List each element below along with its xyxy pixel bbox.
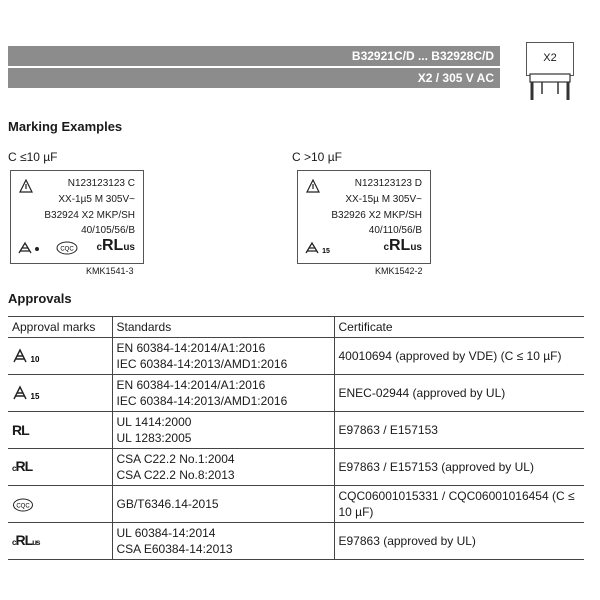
cqc-mark-icon — [55, 241, 79, 255]
approvals-title: Approvals — [8, 291, 72, 306]
table-row: CQC GB/T6346.14-2015 CQC06001015331 / CQC06001016454 (C ≤ 10 µF) — [8, 486, 584, 523]
table-row: cRLus UL 60384-14:2014 CSA E60384-14:2013 E97863 (approved by UL) — [8, 523, 584, 560]
svg-text:15: 15 — [322, 248, 330, 255]
table-row: 10 EN 60384-14:2014/A1:2016 IEC 60384-14:2013/AMD1:2016 40010694 (approved by VDE) (C ≤ 10 µF) — [8, 338, 584, 375]
right-caption: KMK1542-2 — [375, 266, 423, 276]
right-condition: C >10 µF — [292, 150, 342, 164]
marking-examples-title: Marking Examples — [8, 119, 123, 134]
svg-text:15: 15 — [30, 392, 40, 402]
mark-line-2: XX-1µ5 M 305V~ — [58, 194, 135, 205]
col-standards: Standards — [112, 317, 334, 338]
left-condition: C ≤10 µF — [8, 150, 58, 164]
enec-10-icon — [12, 348, 46, 364]
mark-line-4: 40/110/56/B — [368, 225, 422, 236]
col-approval-marks: Approval marks — [8, 317, 112, 338]
part-range-bar: B32921C/D ... B32928C/D — [8, 46, 500, 66]
c-ul-recognized-icon: cRL — [12, 457, 33, 474]
warning-triangle-icon — [19, 179, 33, 193]
table-row: cRL CSA C22.2 No.1:2004 CSA C22.2 No.8:2013 E97863 / E157153 (approved by UL) — [8, 449, 584, 486]
mark-line-1: N123123123 C — [67, 178, 135, 189]
svg-text:CQC: CQC — [60, 246, 74, 253]
ul-recognized-icon: RL — [12, 422, 29, 439]
svg-text:CQC: CQC — [16, 503, 30, 510]
mark-line-2: XX-15µ M 305V~ — [345, 194, 422, 205]
col-certificate: Certificate — [334, 317, 584, 338]
table-row: 15 EN 60384-14:2014/A1:2016 IEC 60384-14:2013/AMD1:2016 ENEC-02944 (approved by UL) — [8, 375, 584, 412]
c-ul-us-mark: cRLus — [96, 237, 135, 254]
capacitor-icon — [526, 72, 574, 104]
approvals-table — [8, 316, 584, 560]
c-ul-us-icon: cRLus — [12, 531, 40, 548]
warning-triangle-icon — [306, 179, 320, 193]
enec-15-mark-icon — [304, 241, 334, 255]
svg-text:10: 10 — [30, 355, 40, 365]
left-caption: KMK1541-3 — [86, 266, 134, 276]
marking-example-right — [297, 170, 431, 264]
enec-mark-icon — [17, 241, 47, 255]
mark-line-3: B32926 X2 MKP/SH — [331, 210, 422, 221]
table-row: RL UL 1414:2000 UL 1283:2005 E97863 / E157153 — [8, 412, 584, 449]
cqc-icon — [12, 498, 34, 512]
enec-15-icon — [12, 385, 46, 401]
marking-example-left — [10, 170, 144, 264]
mark-line-1: N123123123 D — [354, 178, 422, 189]
rating-bar: X2 / 305 V AC — [8, 68, 500, 88]
mark-line-4: 40/105/56/B — [81, 225, 135, 236]
mark-line-3: B32924 X2 MKP/SH — [44, 210, 135, 221]
c-ul-us-mark: cRLus — [383, 237, 422, 254]
class-box: X2 — [526, 42, 574, 76]
